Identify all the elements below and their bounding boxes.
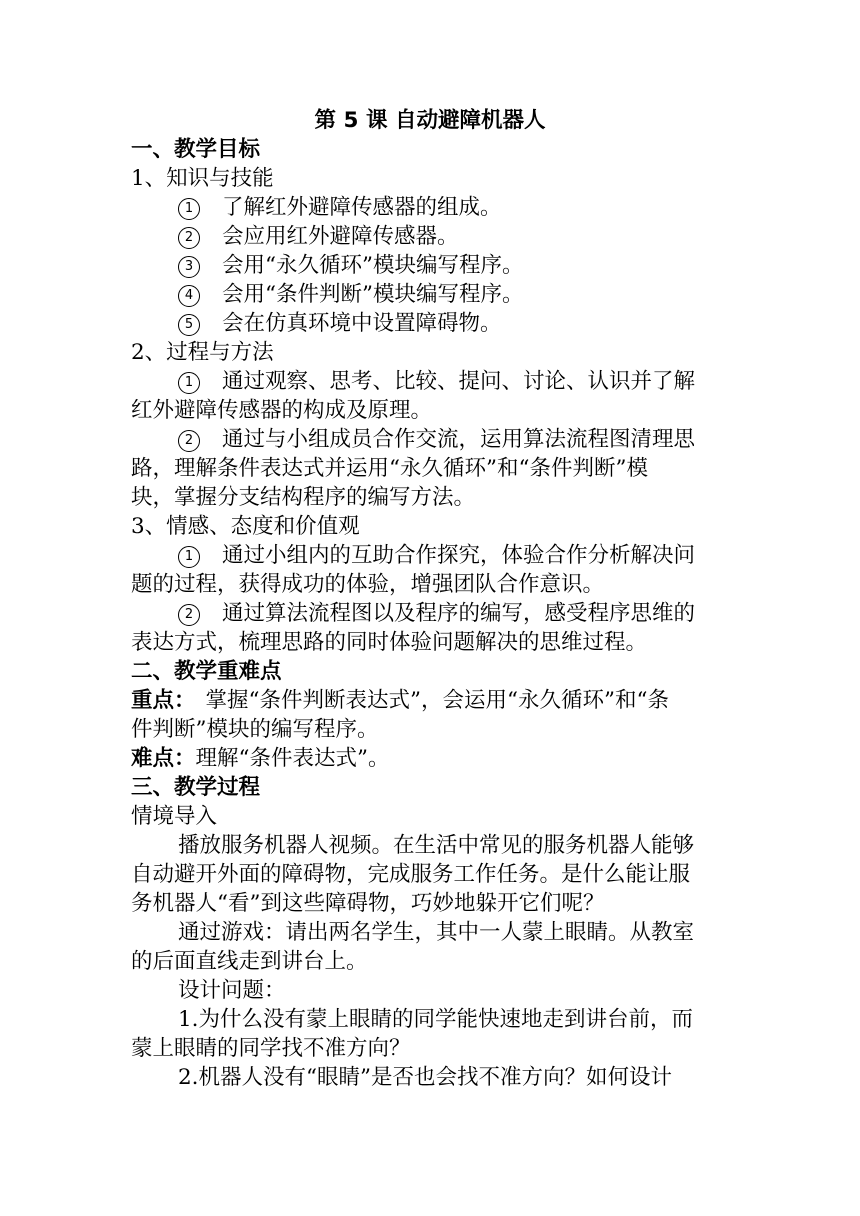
section-heading-teaching-process: 三、教学过程 <box>131 775 261 800</box>
circled-number: 1 <box>178 198 200 220</box>
difficulty-label: 难点： <box>131 746 196 771</box>
list-item: 1 了解红外避障传感器的组成。 <box>178 193 502 222</box>
list-item-continuation: 路，理解条件表达式并运用“永久循环”和“条件判断”模 <box>131 456 648 481</box>
circled-number: 4 <box>178 285 200 307</box>
key-point-line: 重点： 掌握“条件判断表达式”，会运用“永久循环”和“条 <box>131 688 669 713</box>
key-point-label: 重点： <box>131 688 196 713</box>
list-item: 4 会用“条件判断”模块编写程序。 <box>178 280 523 309</box>
question-line: 2.机器人没有“眼睛”是否也会找不准方向？如何设计 <box>178 1065 672 1090</box>
difficulty-line: 难点：理解“条件表达式”。 <box>131 746 390 771</box>
circled-number: 3 <box>178 256 200 278</box>
list-item: 1 通过观察、思考、比较、提问、讨论、认识并了解 <box>178 367 695 396</box>
circled-number: 2 <box>178 430 200 452</box>
paragraph-line: 务机器人“看”到这些障碍物，巧妙地躲开它们呢？ <box>131 891 605 916</box>
list-item-continuation: 表达方式，梳理思路的同时体验问题解决的思维过程。 <box>131 630 648 655</box>
subheading-process-methods: 2、过程与方法 <box>131 340 274 365</box>
circled-number: 5 <box>178 314 200 336</box>
lesson-title: 第 5 课 自动避障机器人 <box>314 108 546 133</box>
list-item: 2 会应用红外避障传感器。 <box>178 222 459 251</box>
list-item: 5 会在仿真环境中设置障碍物。 <box>178 309 502 338</box>
subheading-scenario-intro: 情境导入 <box>131 804 218 829</box>
section-heading-key-points: 二、教学重难点 <box>131 659 282 684</box>
list-item-continuation: 题的过程，获得成功的体验，增强团队合作意识。 <box>131 572 605 597</box>
circled-number: 1 <box>178 546 200 568</box>
paragraph-line: 的后面直线走到讲台上。 <box>131 949 368 974</box>
paragraph-line: 通过游戏：请出两名学生，其中一人蒙上眼睛。从教室 <box>178 920 695 945</box>
section-heading-objectives: 一、教学目标 <box>131 137 261 162</box>
list-item: 2 通过算法流程图以及程序的编写，感受程序思维的 <box>178 599 695 628</box>
list-item-continuation: 红外避障传感器的构成及原理。 <box>131 398 433 423</box>
list-item-continuation: 块，掌握分支结构程序的编写方法。 <box>131 485 476 510</box>
paragraph-line: 设计问题： <box>178 978 286 1003</box>
circled-number: 2 <box>178 227 200 249</box>
list-item: 2 通过与小组成员合作交流，运用算法流程图清理思 <box>178 425 695 454</box>
circled-number: 2 <box>178 604 200 626</box>
question-line: 1.为什么没有蒙上眼睛的同学能快速地走到讲台前，而 <box>178 1007 694 1032</box>
subheading-knowledge-skills: 1、知识与技能 <box>131 166 274 191</box>
list-item: 1 通过小组内的互助合作探究，体验合作分析解决问 <box>178 541 695 570</box>
paragraph-line: 自动避开外面的障碍物，完成服务工作任务。是什么能让服 <box>131 862 691 887</box>
paragraph-line: 播放服务机器人视频。在生活中常见的服务机器人能够 <box>178 833 695 858</box>
subheading-emotion-values: 3、情感、态度和价值观 <box>131 514 360 539</box>
key-point-continuation: 件判断”模块的编写程序。 <box>131 717 379 742</box>
question-line: 蒙上眼睛的同学找不准方向？ <box>131 1036 411 1061</box>
circled-number: 1 <box>178 372 200 394</box>
list-item: 3 会用“永久循环”模块编写程序。 <box>178 251 523 280</box>
